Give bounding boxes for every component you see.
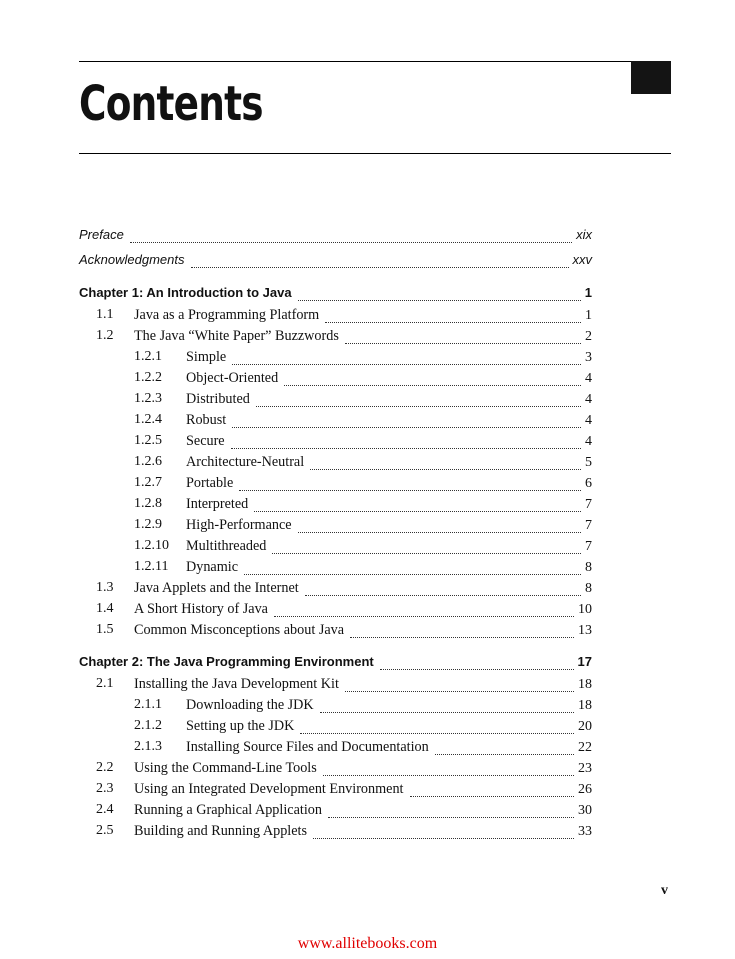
toc-entry-page: xxv <box>572 252 592 267</box>
toc-entry-title: Building and Running Applets <box>134 823 308 839</box>
toc-entry-page: 33 <box>578 824 592 839</box>
dot-leader <box>320 712 574 713</box>
toc-entry-title: Multithreaded <box>186 538 267 554</box>
dot-leader <box>191 267 569 268</box>
toc-entry-section[interactable] <box>79 622 592 642</box>
toc-entry-title: Robust <box>186 412 227 428</box>
dot-leader <box>313 838 574 839</box>
toc-entry-subsection[interactable] <box>79 433 592 453</box>
toc-entry-page: 23 <box>578 761 592 776</box>
page-title: Contents <box>79 76 263 132</box>
title-rule <box>79 153 671 154</box>
dot-leader <box>435 754 574 755</box>
page-number: v <box>661 883 668 898</box>
toc-entry-title: Dynamic <box>186 559 239 575</box>
toc-entry-title: Running a Graphical Application <box>134 802 322 818</box>
dot-leader <box>410 796 575 797</box>
toc-entry-page: 7 <box>585 497 592 512</box>
toc-entry-page: 17 <box>577 654 592 669</box>
toc-entry-front[interactable] <box>79 227 592 247</box>
dot-leader <box>232 427 581 428</box>
dot-leader <box>298 532 581 533</box>
toc-entry-subsection[interactable] <box>79 739 592 759</box>
dot-leader <box>256 406 581 407</box>
toc-entry-title: Java Applets and the Internet <box>134 580 299 596</box>
toc-entry-number: 2.3 <box>96 781 114 796</box>
dot-leader <box>350 637 574 638</box>
toc-entry-section[interactable] <box>79 802 592 822</box>
toc-entry-number: 2.5 <box>96 823 114 838</box>
toc-entry-number: 1.2 <box>96 328 114 343</box>
toc-entry-page: 20 <box>578 719 592 734</box>
toc-entry-number: 1.2.2 <box>134 370 162 385</box>
toc-entry-section[interactable] <box>79 823 592 843</box>
toc-entry-number: 1.2.5 <box>134 433 162 448</box>
toc-entry-subsection[interactable] <box>79 349 592 369</box>
toc-entry-number: 1.2.7 <box>134 475 162 490</box>
toc-entry-page: 26 <box>578 782 592 797</box>
toc-entry-subsection[interactable] <box>79 697 592 717</box>
toc-entry-section[interactable] <box>79 328 592 348</box>
toc-entry-number: 2.4 <box>96 802 114 817</box>
toc-entry-section[interactable] <box>79 781 592 801</box>
toc-entry-title: Common Misconceptions about Java <box>134 622 345 638</box>
dot-leader <box>231 448 581 449</box>
toc-entry-number: 2.1 <box>96 676 114 691</box>
toc-entry-title: Distributed <box>186 391 250 407</box>
toc-entry-number: 1.3 <box>96 580 114 595</box>
toc-entry-subsection[interactable] <box>79 718 592 738</box>
toc-entry-number: 1.4 <box>96 601 114 616</box>
toc-entry-page: 13 <box>578 623 592 638</box>
toc-entry-number: 2.1.1 <box>134 697 162 712</box>
toc-entry-title: Architecture-Neutral <box>186 454 305 470</box>
dot-leader <box>244 574 581 575</box>
toc-entry-page: xix <box>576 227 592 242</box>
toc-entry-subsection[interactable] <box>79 370 592 390</box>
toc-entry-number: 1.2.3 <box>134 391 162 406</box>
dot-leader <box>298 300 581 301</box>
toc-entry-subsection[interactable] <box>79 496 592 516</box>
toc-entry-title: Downloading the JDK <box>186 697 314 713</box>
dot-leader <box>130 242 572 243</box>
dot-leader <box>254 511 581 512</box>
toc-entry-title: Chapter 1: An Introduction to Java <box>79 285 292 300</box>
top-rule <box>79 61 631 62</box>
toc-entry-page: 10 <box>578 602 592 617</box>
dot-leader <box>310 469 581 470</box>
dot-leader <box>380 669 574 670</box>
footer-link[interactable]: www.allitebooks.com <box>297 935 438 952</box>
toc-entry-title: Installing Source Files and Documentation <box>186 739 429 755</box>
toc-entry-title: Acknowledgments <box>79 252 185 267</box>
toc-entry-section[interactable] <box>79 601 592 621</box>
toc-entry-subsection[interactable] <box>79 391 592 411</box>
toc-entry-title: The Java “White Paper” Buzzwords <box>134 328 339 344</box>
toc-entry-subsection[interactable] <box>79 559 592 579</box>
toc-entry-page: 4 <box>585 392 592 407</box>
toc-entry-page: 30 <box>578 803 592 818</box>
dot-leader <box>345 691 574 692</box>
toc-entry-section[interactable] <box>79 760 592 780</box>
toc-entry-number: 1.2.8 <box>134 496 162 511</box>
toc-entry-page: 5 <box>585 455 592 470</box>
toc-entry-title: Using an Integrated Development Environment <box>134 781 404 797</box>
dot-leader <box>232 364 581 365</box>
dot-leader <box>272 553 581 554</box>
toc-entry-section[interactable] <box>79 307 592 327</box>
toc-entry-number: 1.5 <box>96 622 114 637</box>
toc-entry-page: 7 <box>585 539 592 554</box>
toc-entry-page: 8 <box>585 581 592 596</box>
toc-entry-title: Setting up the JDK <box>186 718 295 734</box>
toc-entry-number: 2.1.3 <box>134 739 162 754</box>
toc-entry-title: Chapter 2: The Java Programming Environment <box>79 654 374 669</box>
dot-leader <box>284 385 581 386</box>
dot-leader <box>328 817 574 818</box>
toc-entry-number: 1.2.11 <box>134 559 169 574</box>
dot-leader <box>323 775 574 776</box>
toc-entry-number: 1.2.4 <box>134 412 162 427</box>
toc-entry-page: 22 <box>578 740 592 755</box>
toc-entry-chapter[interactable] <box>79 654 592 674</box>
toc-entry-number: 1.2.10 <box>134 538 169 553</box>
toc-entry-subsection[interactable] <box>79 475 592 495</box>
toc-entry-title: Java as a Programming Platform <box>134 307 320 323</box>
toc-entry-front[interactable] <box>79 252 592 272</box>
toc-entry-title: Using the Command-Line Tools <box>134 760 317 776</box>
toc-entry-page: 2 <box>585 329 592 344</box>
toc-entry-page: 18 <box>578 677 592 692</box>
toc-entry-section[interactable] <box>79 676 592 696</box>
toc-entry-page: 1 <box>584 285 592 300</box>
toc-entry-page: 4 <box>585 371 592 386</box>
toc-entry-title: A Short History of Java <box>134 601 268 617</box>
toc-entry-title: Simple <box>186 349 227 365</box>
toc-entry-title: Secure <box>186 433 225 449</box>
toc-entry-page: 7 <box>585 518 592 533</box>
toc-entry-title: Preface <box>79 227 124 242</box>
toc-entry-subsection[interactable] <box>79 454 592 474</box>
toc-entry-page: 1 <box>585 308 592 323</box>
toc-entry-title: Object-Oriented <box>186 370 279 386</box>
toc-entry-page: 3 <box>585 350 592 365</box>
toc-entry-title: High-Performance <box>186 517 292 533</box>
toc-entry-title: Installing the Java Development Kit <box>134 676 339 692</box>
toc-entry-title: Interpreted <box>186 496 249 512</box>
toc-entry-page: 8 <box>585 560 592 575</box>
toc-entry-page: 18 <box>578 698 592 713</box>
toc-entry-number: 1.1 <box>96 307 114 322</box>
dot-leader <box>300 733 574 734</box>
dot-leader <box>305 595 581 596</box>
toc-entry-number: 2.1.2 <box>134 718 162 733</box>
toc-entry-chapter[interactable] <box>79 285 592 305</box>
toc-entry-page: 4 <box>585 413 592 428</box>
chapter-tab-block <box>631 61 671 94</box>
toc-entry-number: 1.2.9 <box>134 517 162 532</box>
dot-leader <box>345 343 581 344</box>
toc-entry-section[interactable] <box>79 580 592 600</box>
toc-entry-title: Portable <box>186 475 234 491</box>
toc-entry-subsection[interactable] <box>79 412 592 432</box>
toc-entry-number: 1.2.6 <box>134 454 162 469</box>
toc-entry-page: 4 <box>585 434 592 449</box>
toc-entry-page: 6 <box>585 476 592 491</box>
toc-entry-number: 1.2.1 <box>134 349 162 364</box>
dot-leader <box>239 490 581 491</box>
toc-entry-subsection[interactable] <box>79 538 592 558</box>
dot-leader <box>325 322 581 323</box>
toc-entry-subsection[interactable] <box>79 517 592 537</box>
dot-leader <box>274 616 574 617</box>
toc-entry-number: 2.2 <box>96 760 114 775</box>
